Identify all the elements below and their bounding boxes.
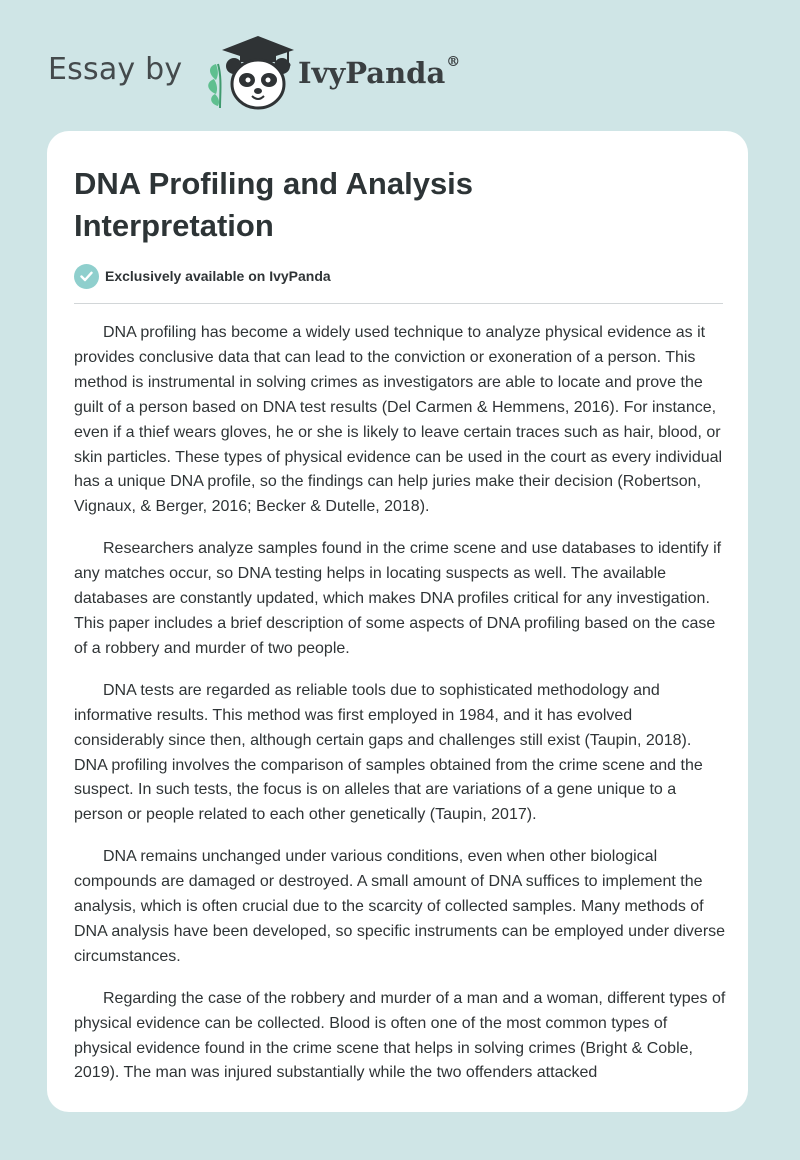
- paragraph: Regarding the case of the robbery and murder of a man and a woman, different types of physical evidence can be collected. Blood is often one of the most common types of physical evidence found in the crime scene that helps in solving crimes (Bright & Coble, 2019). The man was injured substantially while the two offenders attacked: [74, 989, 726, 1082]
- essay-card: [47, 131, 748, 1112]
- paragraph: DNA profiling has become a widely used technique to analyze physical evidence as it provides conclusive data that can lead to the conviction or exoneration of a person. This method is instrumental in solving crimes as investigators are able to locate and prove the guilt of a person based on DNA test results (Del Carmen & Hemmens, 2016). For instance, even if a thief wears gloves, he or she is likely to leave certain traces such as hair, blood, or skin particles. These types of physical evidence can be used in the court as every individual has a unique DNA profile, so the findings can help juries make their decision (Robertson, Vignaux, & Berger, 2016; Becker & Dutelle, 2018).: [74, 324, 723, 516]
- check-icon: [74, 264, 99, 289]
- essay-body: [74, 321, 726, 1103]
- registered-mark: ®: [446, 54, 461, 70]
- brand-name[interactable]: [298, 56, 460, 90]
- paragraph: DNA remains unchanged under various conditions, even when other biological compounds are damaged or destroyed. A small amount of DNA suffices to implement the analysis, which is often crucial due to the scarcity of collected samples. Many methods of DNA analysis have been developed, so specific instruments can be employed under diverse circumstances.: [74, 848, 726, 965]
- site-header: [48, 34, 748, 110]
- paragraph: DNA tests are regarded as reliable tools due to sophisticated methodology and informative results. This method was first employed in 1984, and it has evolved considerably since then, although certain gaps and challenges still exist (Taupin, 2018). DNA profiling involves the comparison of samples obtained from the crime scene and the suspect. In such tests, the focus is on alleles that are variations of a gene unique to a person or people related to each other genetically (Taupin, 2017).: [74, 681, 703, 824]
- panda-logo-icon[interactable]: [202, 34, 296, 110]
- essay-by-label: Essay by: [48, 52, 183, 87]
- paragraph: Researchers analyze samples found in the crime scene and use databases to identify if any matches occur, so DNA testing helps in locating suspects as well. The available databases are constantly updated, which makes DNA profiles critical for any investigation. This paper includes a brief description of some aspects of DNA profiling based on the case of a robbery and murder of two people.: [74, 540, 722, 657]
- exclusive-label: Exclusively available on IvyPanda: [105, 268, 331, 284]
- divider: [74, 303, 723, 304]
- exclusive-badge: [74, 263, 331, 289]
- brand-name-text: IvyPanda: [298, 56, 446, 90]
- page-title: DNA Profiling and Analysis Interpretation: [74, 166, 474, 243]
